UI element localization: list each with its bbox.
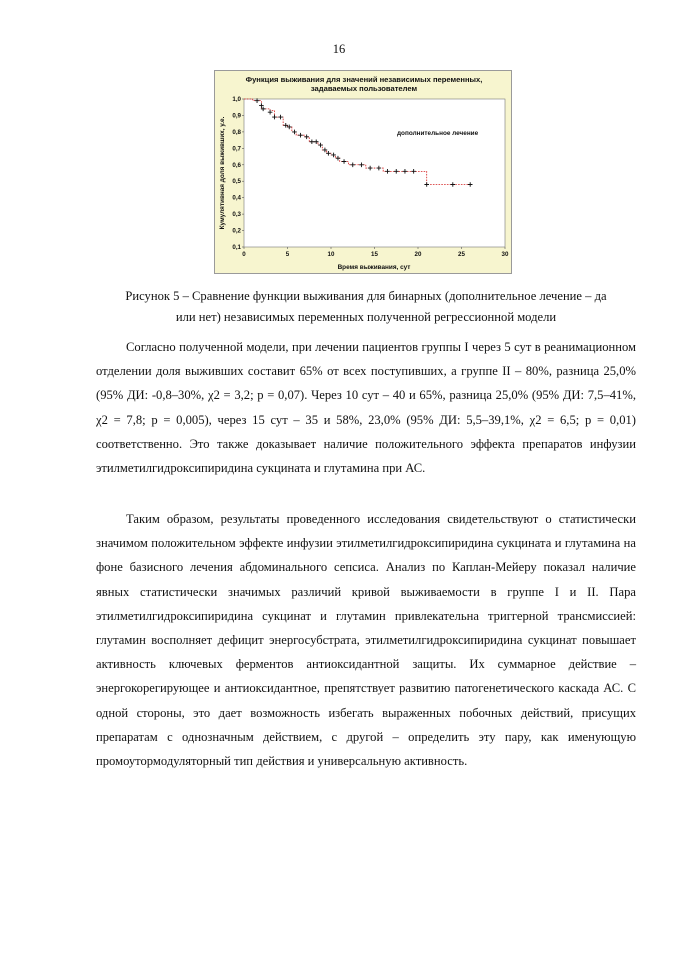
figure-caption: [96, 286, 636, 328]
y-tick-label: 0,7: [232, 145, 241, 153]
chart-title-line1: Функция выживания для значений независимых переменных,: [245, 75, 483, 84]
paragraph-results: Согласно полученной модели, при лечении пациентов группы I через 5 сут в реанимационном отделении доля выживших составит 65% от всех поступивших, а группе II – 80%, разница 25,0% (95% ДИ: -0,8–30%, χ2 = 3,2; p = 0,07). Через 10 сут – 40 и 65%, разница 25,0% (95% ДИ: 7,5–41%, χ2 = 7,8; p = 0,005), через 15 сут – 35 и 58%, 23,0% (95% ДИ: 5,5–39,1%, χ2 = 6,5; p = 0,01) соответственно. Это также доказывает наличие положительного эффекта препаратов инфузии этилметилгидроксипиридина сукцината и глутамина при АС.: [96, 340, 636, 476]
x-tick-label: 5: [285, 251, 290, 258]
series-annotation: дополнительное лечение: [397, 130, 479, 137]
y-tick-label: 0,6: [232, 161, 241, 169]
chart-title-line2: задаваемых пользователем: [310, 84, 418, 93]
figure: [214, 70, 512, 274]
survival-chart: [215, 71, 513, 275]
y-axis: [232, 96, 244, 251]
x-axis-label: Время выживания, сут: [337, 264, 411, 271]
x-tick-label: 10: [327, 251, 335, 258]
y-axis-label: Кумулятивная доля выживших, у.е.: [219, 116, 226, 230]
y-tick-label: 0,9: [232, 112, 241, 120]
x-tick-label: 0: [242, 251, 246, 258]
caption-line-1: Рисунок 5 – Сравнение функции выживания для бинарных (дополнительное лечение – да: [125, 289, 607, 303]
paragraph-conclusion: Таким образом, результаты проведенного исследования свидетельствуют о статистически значимом положительном эффекте инфузии этилметилгидроксипиридина сукцината и глутамина на фоне базисного лечения абдоминального сепсиса. Анализ по Каплан-Мейеру показал наличие явных статистически значимых различий кривой выживаемости в группе I и II. Пара этилметилгидроксипиридина сукцинат и глутамин привлекательна триггерной трансмиссией: глутамин восполняет дефицит энергосубстрата, этилметилгидроксипиридина сукцинат повышает активность ключевых ферментов антиоксидантной защиты. Их суммарное действие – энергокорегирующее и антиоксидантное, препятствует развитию патогенетического каскада АС. С одной стороны, это дает возможность избегать выраженных побочных действий, присущих препаратам с однозначным действием, с другой – определить эту пару, как именующую промоутормодуляторный тип действия и универсальную активность.: [96, 512, 636, 769]
y-tick-label: 0,8: [232, 128, 241, 136]
y-tick-label: 0,2: [232, 227, 241, 235]
x-tick-label: 25: [458, 251, 465, 258]
y-tick-label: 0,4: [232, 194, 241, 202]
plot-area: [244, 99, 505, 247]
y-tick-label: 0,1: [232, 244, 241, 251]
caption-line-2: или нет) независимых переменных полученной регрессионной модели: [175, 310, 557, 324]
page-number: 16: [332, 42, 346, 56]
y-tick-label: 0,3: [232, 211, 241, 219]
y-tick-label: 0,5: [232, 178, 241, 186]
x-axis: [242, 247, 509, 258]
x-tick-label: 15: [371, 251, 378, 258]
x-tick-label: 30: [501, 251, 509, 258]
y-tick-label: 1,0: [232, 96, 241, 103]
x-tick-label: 20: [414, 251, 422, 258]
